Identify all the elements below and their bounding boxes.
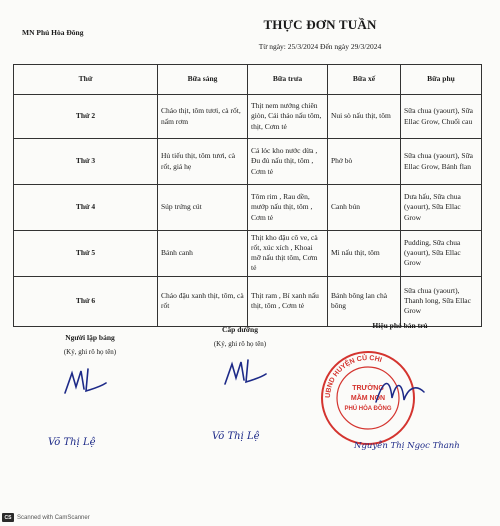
signature-vice-principal bbox=[330, 321, 470, 330]
afternoon-cell: Bánh bông lan chà bông bbox=[328, 276, 401, 326]
menu-table bbox=[13, 64, 482, 327]
afternoon-cell: Mì nấu thịt, tôm bbox=[328, 231, 401, 277]
signature-role: Cấp dưỡng bbox=[222, 325, 258, 334]
snack-cell: Dưa hấu, Sữa chua (yaourt), Sữa Ellac Grow bbox=[401, 185, 482, 231]
snack-cell: Sữa chua (yaourt), Thanh long, Sữa Ellac Grow bbox=[401, 276, 482, 326]
signature-preparer bbox=[30, 333, 150, 356]
signature-name: Võ Thị Lệ bbox=[48, 437, 96, 448]
stamp-line1: TRƯỜNG bbox=[352, 385, 384, 392]
signature-note: (Ký, ghi rõ họ tên) bbox=[63, 348, 117, 356]
snack-cell: Sữa chua (yaourt), Sữa Ellac Grow, Bánh flan bbox=[401, 139, 482, 185]
signature-note: (Ký, ghi rõ họ tên) bbox=[213, 340, 267, 348]
snack-cell: Sữa chua (yaourt), Sữa Ellac Grow, Chuối cau bbox=[401, 95, 482, 139]
table-row bbox=[14, 231, 482, 277]
signature-role: Người lập bảng bbox=[65, 333, 115, 342]
day-cell: Thứ 2 bbox=[14, 95, 158, 139]
header-snack: Bữa phụ bbox=[401, 65, 482, 95]
afternoon-cell: Canh bún bbox=[328, 185, 401, 231]
school-name: MN Phú Hòa Đông bbox=[22, 28, 84, 37]
header-lunch: Bữa trưa bbox=[248, 65, 328, 95]
signature-scribble-icon bbox=[372, 372, 428, 410]
breakfast-cell: Súp trứng cút bbox=[158, 185, 248, 231]
table-row bbox=[14, 185, 482, 231]
table-header-row bbox=[14, 65, 482, 95]
stamp-line3: PHÚ HÒA ĐÔNG bbox=[344, 406, 392, 412]
header-breakfast: Bữa sáng bbox=[158, 65, 248, 95]
afternoon-cell: Nui sò nấu thịt, tôm bbox=[328, 95, 401, 139]
signature-scribble-icon bbox=[62, 365, 108, 399]
breakfast-cell: Cháo thịt, tôm tươi, cà rốt, nấm rơm bbox=[158, 95, 248, 139]
lunch-cell: Cá lóc kho nước dừa , Đu đủ nấu thịt, tôm , Cơm tẻ bbox=[248, 139, 328, 185]
lunch-cell: Tôm rim , Rau dền, mướp nấu thịt, tôm , Cơm tẻ bbox=[248, 185, 328, 231]
day-cell: Thứ 6 bbox=[14, 276, 158, 326]
signature-role: Hiệu phó bán trú bbox=[372, 321, 428, 330]
table-row bbox=[14, 95, 482, 139]
day-cell: Thứ 5 bbox=[14, 231, 158, 277]
camscanner-logo-icon: CS bbox=[2, 513, 14, 522]
afternoon-cell: Phở bò bbox=[328, 139, 401, 185]
signature-name: Nguyễn Thị Ngọc Thanh bbox=[354, 441, 460, 451]
header-day: Thứ bbox=[14, 65, 158, 95]
header-afternoon: Bữa xế bbox=[328, 65, 401, 95]
table-row bbox=[14, 276, 482, 326]
signature-name: Võ Thị Lệ bbox=[212, 431, 260, 442]
day-cell: Thứ 3 bbox=[14, 139, 158, 185]
lunch-cell: Thịt nem nướng chiên giòn, Cải thảo nấu tôm, thịt, Cơm tẻ bbox=[248, 95, 328, 139]
stamp-ring-text: UBND HUYỆN CỦ CHI bbox=[324, 354, 383, 399]
scanner-watermark bbox=[2, 513, 90, 522]
breakfast-cell: Cháo đậu xanh thịt, tôm, cà rốt bbox=[158, 276, 248, 326]
signature-scribble-icon bbox=[222, 356, 268, 390]
breakfast-cell: Bánh canh bbox=[158, 231, 248, 277]
signature-cook bbox=[180, 325, 300, 348]
lunch-cell: Thịt kho đậu cô ve, cà rốt, xúc xích , Khoai mỡ nấu thịt tôm, Cơm tẻ bbox=[248, 231, 328, 277]
page-title: THỰC ĐƠN TUẦN bbox=[263, 17, 377, 32]
snack-cell: Pudding, Sữa chua (yaourt), Sữa Ellac Grow bbox=[401, 231, 482, 277]
scanner-text: Scanned with CamScanner bbox=[17, 514, 90, 521]
stamp-line2: MẦM NON bbox=[350, 395, 386, 402]
lunch-cell: Thịt ram , Bí xanh nấu thịt, tôm , Cơm tẻ bbox=[248, 276, 328, 326]
day-cell: Thứ 4 bbox=[14, 185, 158, 231]
breakfast-cell: Hủ tiếu thịt, tôm tươi, cà rốt, giá hẹ bbox=[158, 139, 248, 185]
table-row bbox=[14, 139, 482, 185]
date-range: Từ ngày: 25/3/2024 Đến ngày 29/3/2024 bbox=[258, 42, 382, 51]
